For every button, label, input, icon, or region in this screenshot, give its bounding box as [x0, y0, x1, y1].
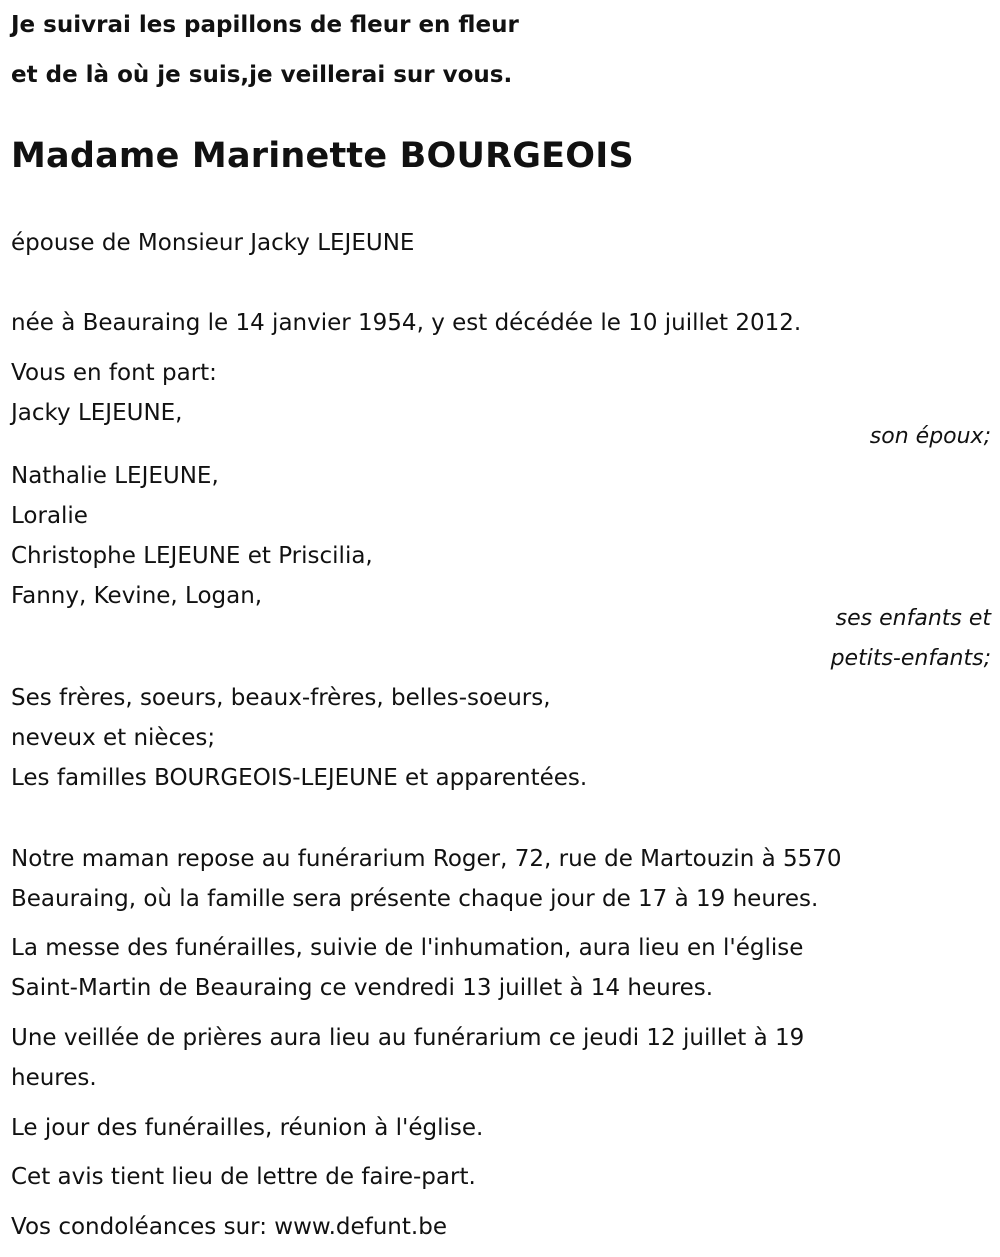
- condolences-line: Vos condoléances sur: www.defunt.be: [11, 1214, 447, 1240]
- vigil-line-1: Une veillée de prières aura lieu au funérarium ce jeudi 12 juillet à 19: [11, 1025, 805, 1051]
- meeting-line: Le jour des funérailles, réunion à l'église.: [11, 1115, 484, 1141]
- children-role-line-1: ses enfants et: [835, 606, 991, 631]
- child-line: Fanny, Kevine, Logan,: [11, 583, 263, 609]
- funerarium-line-2: Beauraing, où la famille sera présente chaque jour de 17 à 19 heures.: [11, 886, 819, 912]
- epigraph-line-1: Je suivrai les papillons de fleur en fleur: [11, 12, 519, 38]
- vigil-line-2: heures.: [11, 1065, 97, 1091]
- spouse-name: Jacky LEJEUNE,: [11, 400, 183, 426]
- children-role-line-2: petits-enfants;: [830, 646, 991, 671]
- child-line: Nathalie LEJEUNE,: [11, 463, 219, 489]
- birth-death-line: née à Beauraing le 14 janvier 1954, y est décédée le 10 juillet 2012.: [11, 310, 802, 336]
- mass-line-1: La messe des funérailles, suivie de l'inhumation, aura lieu en l'église: [11, 935, 804, 961]
- relatives-line: Les familles BOURGEOIS-LEJEUNE et apparentées.: [11, 765, 588, 791]
- epigraph-line-2: et de là où je suis,je veillerai sur vous.: [11, 62, 513, 88]
- spouse-line: épouse de Monsieur Jacky LEJEUNE: [11, 230, 415, 256]
- deceased-name: Madame Marinette BOURGEOIS: [11, 136, 634, 176]
- child-line: Christophe LEJEUNE et Priscilia,: [11, 543, 373, 569]
- funerarium-line-1: Notre maman repose au funérarium Roger, 72, rue de Martouzin à 5570: [11, 846, 842, 872]
- spouse-role: son époux;: [869, 424, 991, 449]
- announcement-intro: Vous en font part:: [11, 360, 217, 386]
- relatives-line: neveux et nièces;: [11, 725, 216, 751]
- notice-line: Cet avis tient lieu de lettre de faire-part.: [11, 1164, 476, 1190]
- mass-line-2: Saint-Martin de Beauraing ce vendredi 13 juillet à 14 heures.: [11, 975, 714, 1001]
- child-line: Loralie: [11, 503, 88, 529]
- relatives-line: Ses frères, soeurs, beaux-frères, belles-soeurs,: [11, 685, 551, 711]
